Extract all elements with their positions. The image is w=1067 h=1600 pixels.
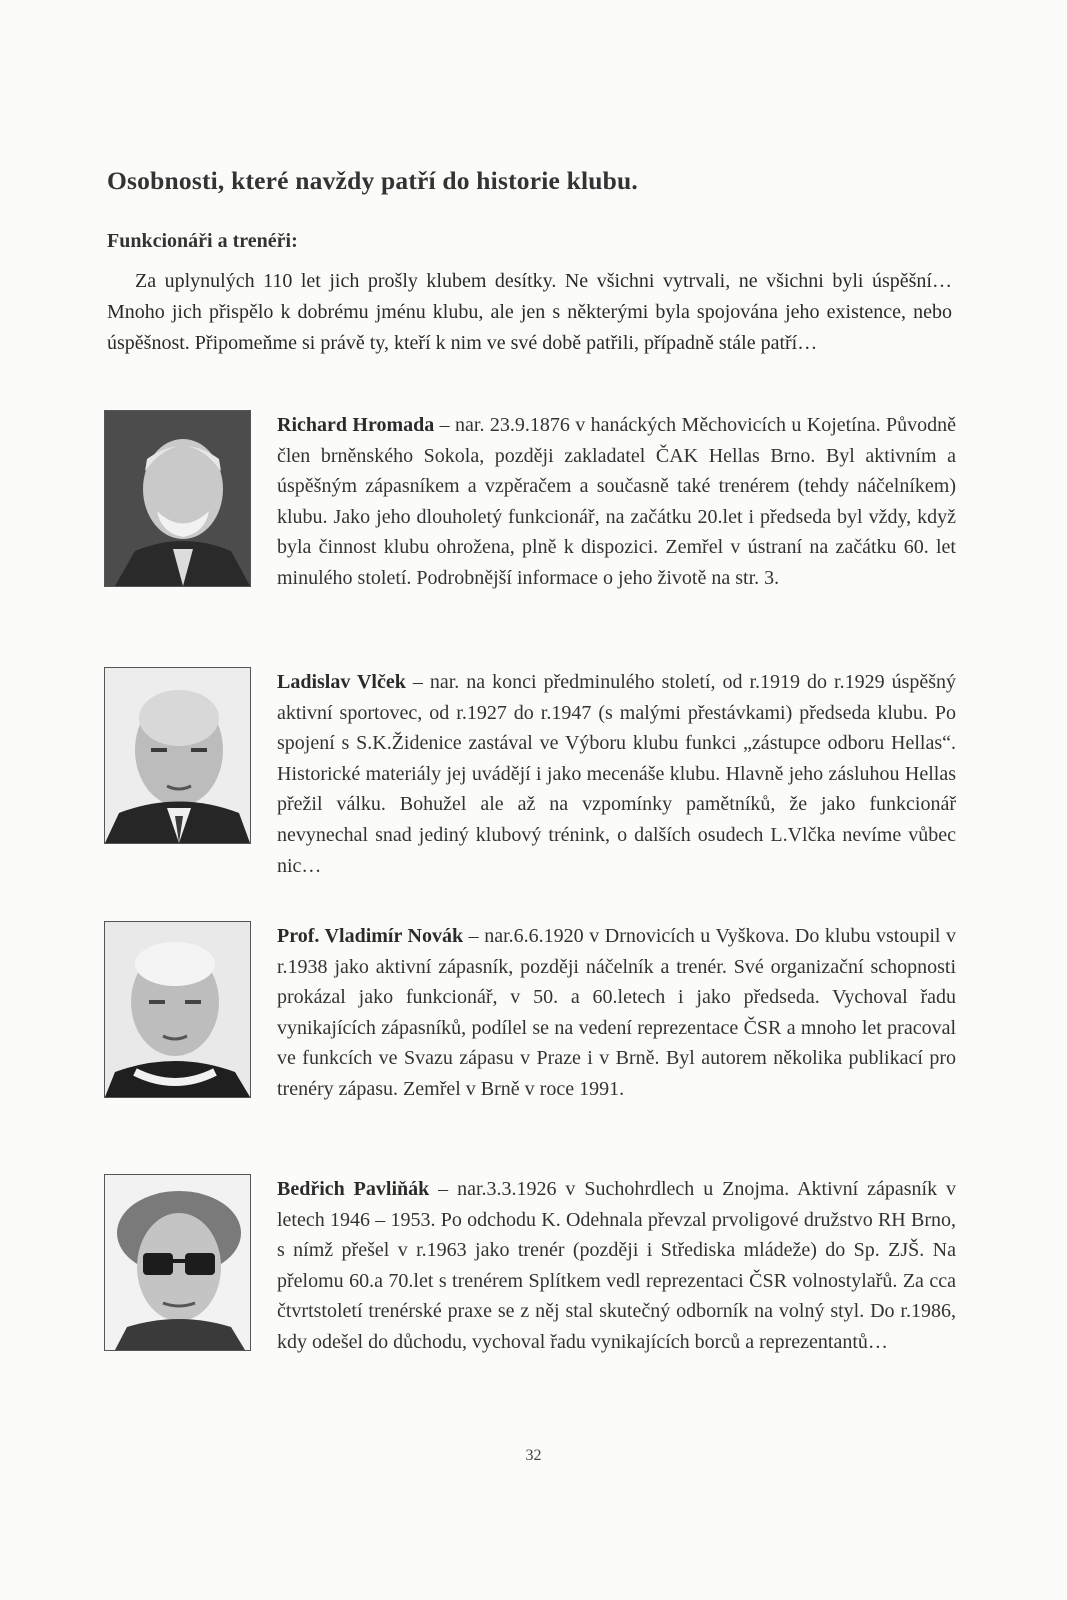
section-heading: Funkcionáři a trenéři: — [107, 230, 298, 252]
person-bio — [277, 667, 956, 881]
intro-text: Za uplynulých 110 let jich prošly klubem desítky. Ne všichni vytrvali, ne všichni byli úspěšní…Mnoho jich přispělo k dobrému jménu klubu, ale jen s některými byla spojována jeho existence, nebo úspěšnost. Připomeňme si právě ty, kteří k nim ve své době patřili, případně stále patří… — [107, 270, 952, 354]
portrait-hromada-image — [105, 411, 250, 586]
person-description: – nar.3.3.1926 v Suchohrdlech u Znojma. Aktivní zápasník v letech 1946 – 1953. Po odchodu K. Odehnala převzal prvoligové družstvo RH Brno, s nímž přešel v r.1963 jako trenér (později i Střediska mládeže) do Sp. ZJŠ. Na přelomu 60.a 70.let s trenérem Splítkem vedl reprezentaci ČSR volnostylařů. Za cca čtvrtstoletí trenérské praxe se z něj stal skutečný odborník na volný styl. Do r.1986, kdy odešel do důchodu, vychoval řadu vynikajících borců a reprezentantů… — [277, 1178, 957, 1353]
portrait-vlcek-image — [105, 668, 250, 843]
portrait-photo — [104, 667, 251, 844]
intro-paragraph — [107, 266, 952, 359]
portrait-novak-image — [105, 922, 250, 1097]
page-title: Osobnosti, které navždy patří do historie klubu. — [107, 166, 639, 195]
portrait-photo — [104, 410, 251, 587]
portrait-photo — [104, 1174, 251, 1351]
portrait-pavlinak-image — [105, 1175, 250, 1350]
person-name: Bedřich Pavliňák — [277, 1178, 430, 1200]
person-name: Ladislav Vlček — [277, 671, 406, 693]
person-name: Richard Hromada — [277, 414, 435, 436]
person-bio — [277, 921, 956, 1105]
portrait-photo — [104, 921, 251, 1098]
person-name: Prof. Vladimír Novák — [277, 925, 464, 947]
person-description: – nar.6.6.1920 v Drnovicích u Vyškova. Do klubu vstoupil v r.1938 jako aktivní zápasník, později náčelník a trenér. Své organizační schopnosti prokázal jako funkcionář, v 50. a 60.letech i jako předseda. Vychoval řadu vynikajících zápasníků, podílel se na vedení reprezentace ČSR a mnoho let pracoval ve funkcích ve Svazu zápasu v Praze i v Brně. Byl autorem několika publikací pro trenéry zápasu. Zemřel v Brně v roce 1991. — [277, 925, 957, 1100]
person-description: – nar. na konci předminulého století, od r.1919 do r.1929 úspěšný aktivní sportovec, od r.1927 do r.1947 (s malými přestávkami) předseda klubu. Po spojení s S.K.Židenice zastával ve Výboru klubu funkci „zástupce odboru Hellas“. Historické materiály jej uvádějí i jako mecenáše klubu. Hlavně jeho zásluhou Hellas přežil válku. Bohužel ale až na vzpomínky pamětníků, že jako funkcionář nevynechal snad jediný klubový trénink, o dalších osudech L.Vlčka nevíme vůbec nic… — [277, 671, 957, 877]
person-description: – nar. 23.9.1876 v hanáckých Měchovicích u Kojetína. Původně člen brněnského Sokola, později zakladatel ČAK Hellas Brno. Byl aktivním a úspěšným zápasníkem a vzpěračem a současně také trenérem (tehdy náčelníkem) klubu. Jako jeho dlouholetý funkcionář, na začátku 20.let i předseda byl vždy, když byla činnost klubu ohrožena, plně k dispozici. Zemřel v ústraní na začátku 60. let minulého století. Podrobnější informace o jeho životě na str. 3. — [277, 414, 957, 589]
person-bio — [277, 1174, 956, 1358]
page-number: 32 — [525, 1447, 542, 1464]
person-bio — [277, 410, 956, 594]
